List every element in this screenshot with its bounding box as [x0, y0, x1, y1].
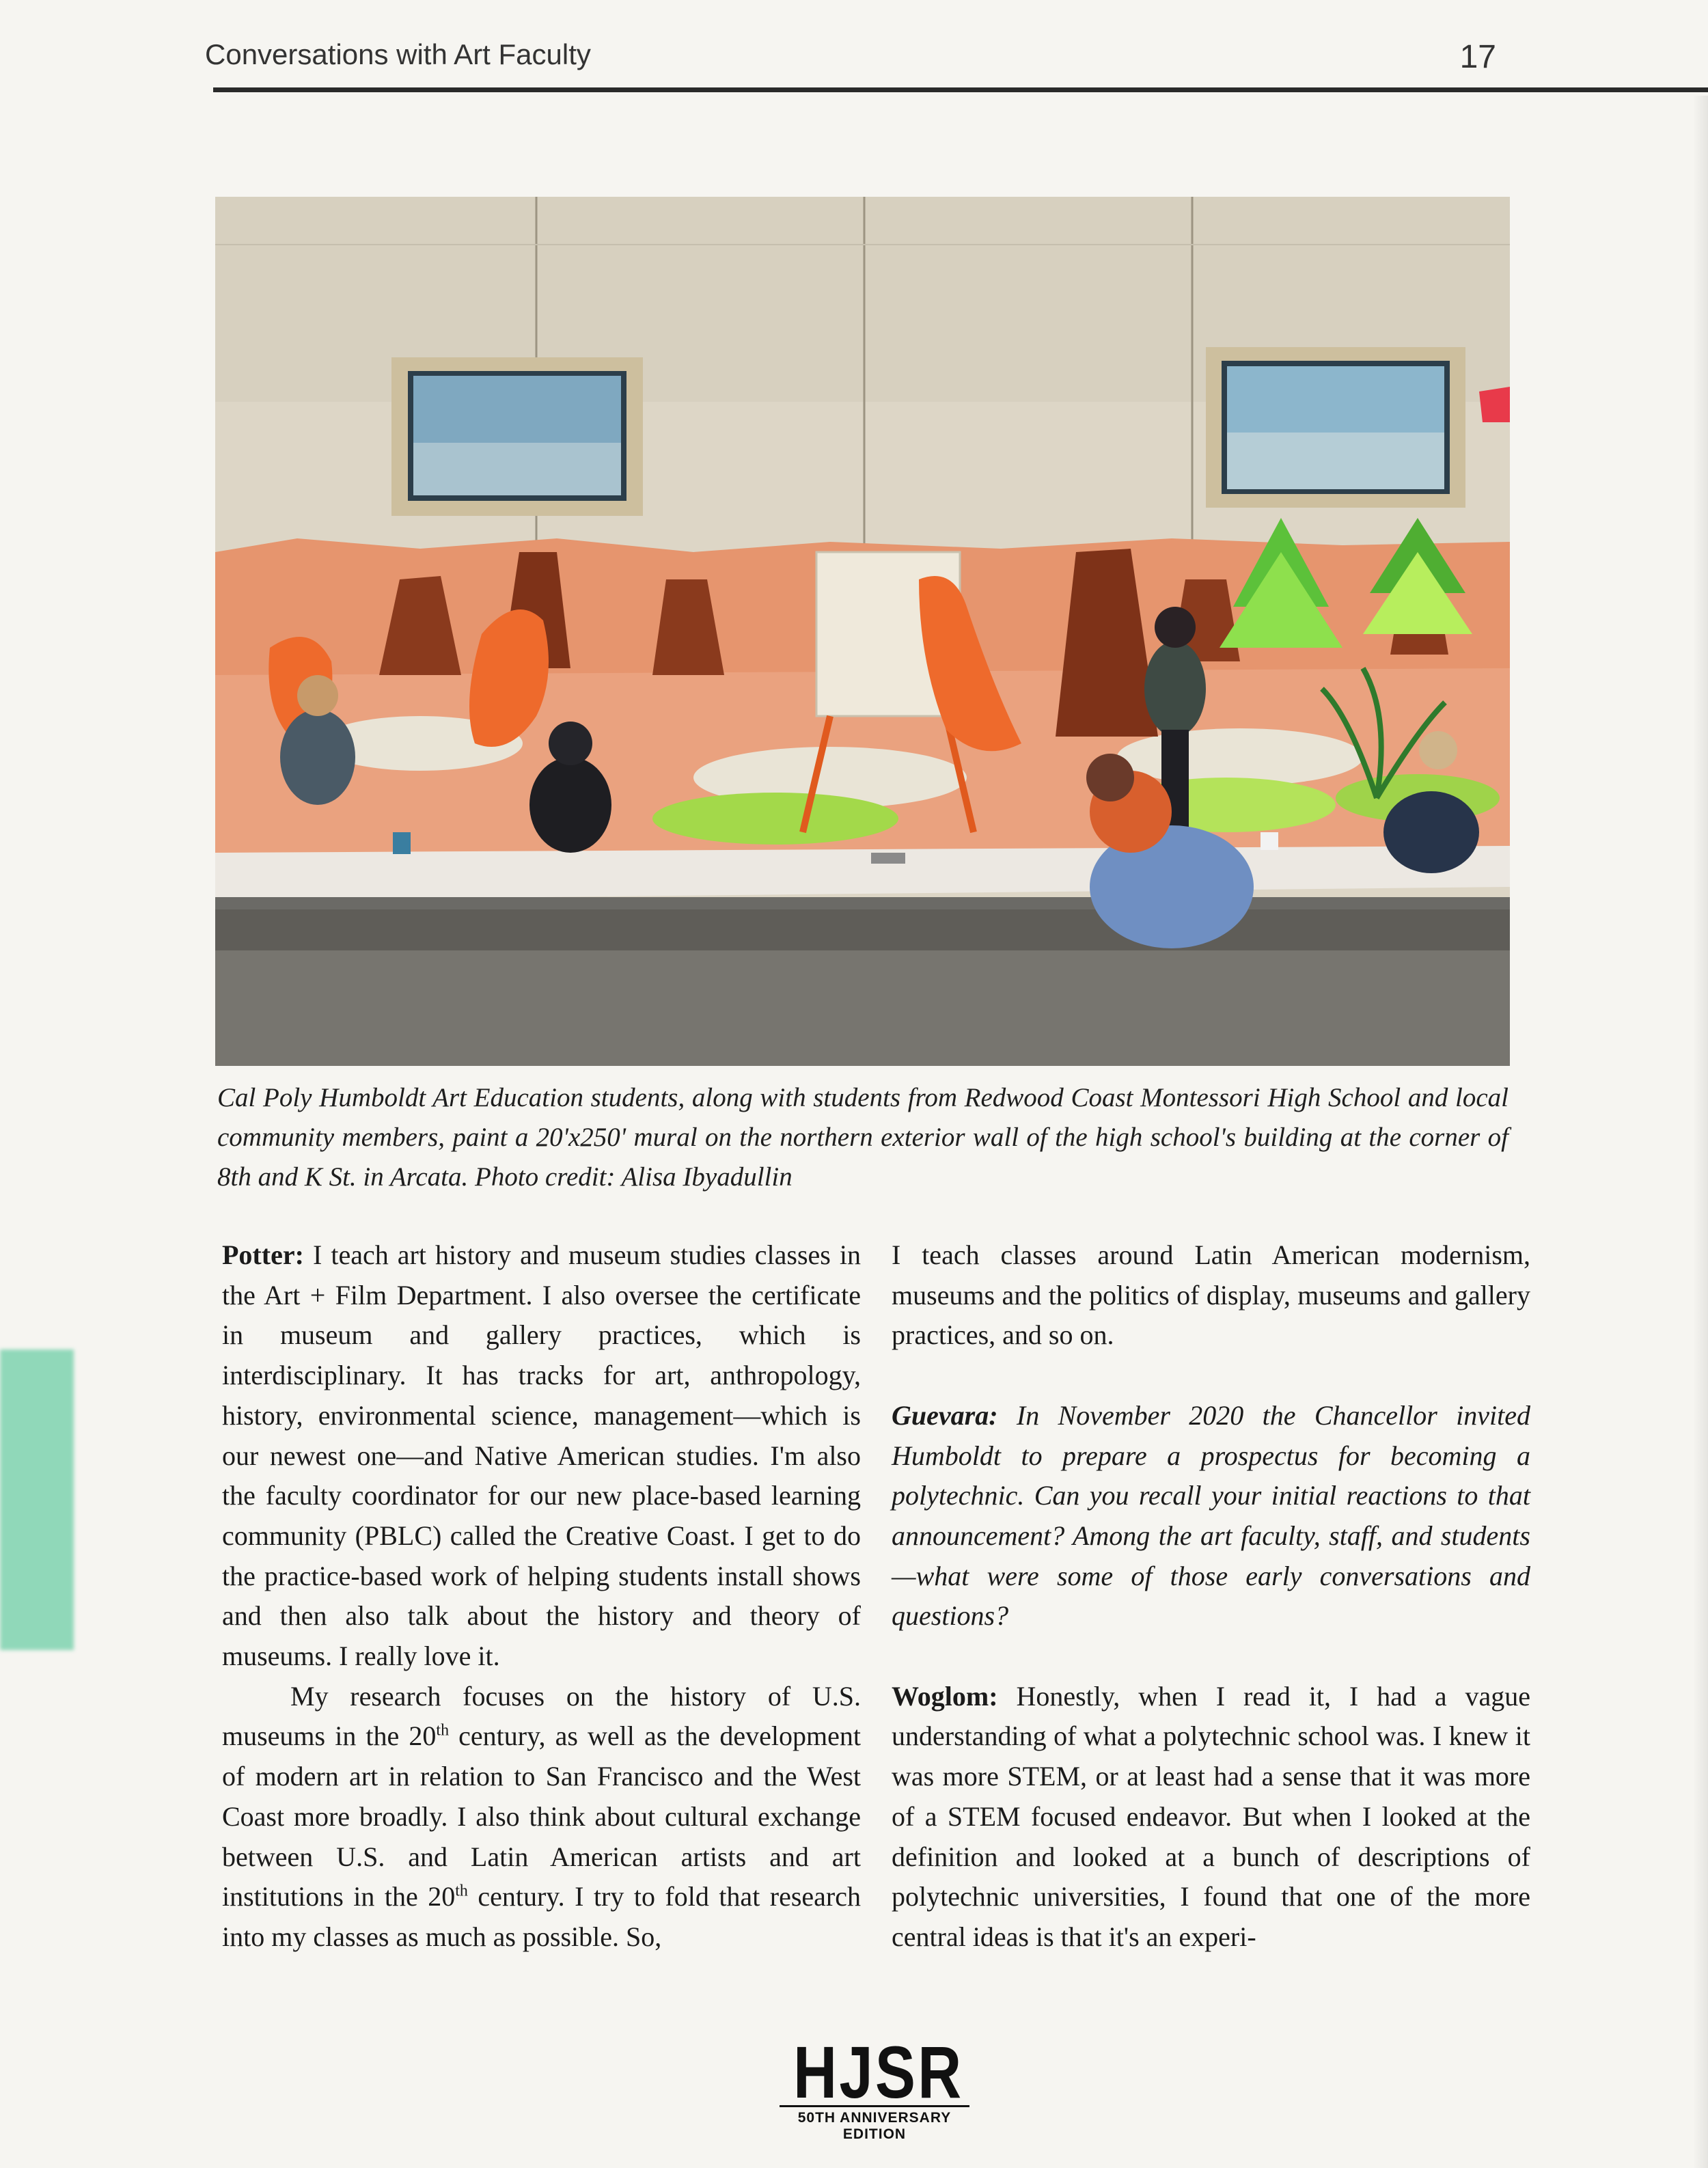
- paragraph-gap: [892, 1636, 1530, 1677]
- paragraph-text: I teach art history and museum studies classes in the Art + Film Department. I also oversee the certificate in museum and gallery practices, which is interdisciplinary. It has tracks for art, anthropology, history, environmental science, management—which is our newest one—and Native American studies. I'm also the faculty coordinator for our new place-based learning community (PBLC) called the Creative Coast. I get to do the practice-based work of helping students install shows and then also talk about the history and theory of museums. I really love it.: [222, 1239, 861, 1672]
- ordinal-suffix: th: [436, 1722, 450, 1740]
- ordinal-suffix: th: [455, 1882, 468, 1900]
- running-title: Conversations with Art Faculty: [205, 38, 591, 70]
- logo-mark: HJSR: [793, 2031, 964, 2113]
- header-rule: [213, 87, 1708, 92]
- answer-text: Honestly, when I read it, I had a vague understanding of what a polytechnic school was. I knew it was more STEM, or at least had a sense that it was more of a STEM focused endeavor. But when I looked at the definition and looked at a bunch of descriptions of polytechnic universities, I found that one of the more central ideas is that it's an experi-: [892, 1680, 1531, 1952]
- page-edge-shadow: [1693, 96, 1708, 2168]
- speaker-label: Woglom:: [892, 1680, 998, 1712]
- hjsr-logo: [775, 2031, 974, 2142]
- text-segment: century. I try to fold that research into my classes as much as possible. So,: [222, 1881, 861, 1952]
- answer-woglom: [892, 1677, 1530, 1958]
- running-header: [205, 38, 1496, 79]
- left-column: [222, 1235, 861, 1958]
- speaker-label: Potter:: [222, 1239, 304, 1270]
- paragraph-research: [222, 1677, 861, 1958]
- paragraph-continued: I teach classes around Latin American modernism, museums and the politics of display, museums and gallery practices, and so on.: [892, 1239, 1530, 1351]
- mural-photo: [215, 197, 1510, 1066]
- question-guevara: [892, 1396, 1530, 1636]
- photo-caption: Cal Poly Humboldt Art Education students, along with students from Redwood Coast Montessori High School and local community members, paint a 20'x250' mural on the northern exterior wall of the high school's building at the corner of 8th and K St. in Arcata. Photo credit: Alisa Ibyadullin: [217, 1083, 1509, 1192]
- page-number: 17: [1459, 39, 1496, 75]
- text-segment: My research focuses on the history of U.S. museums in the 20: [222, 1680, 861, 1752]
- right-column: [892, 1235, 1530, 1958]
- question-text: In November 2020 the Chancellor invited Humboldt to prepare a prospectus for becoming a polytechnic. Can you recall your initial reactions to that announcement? Among the art faculty, staff, and students—what were some of those early conversations and questions?: [892, 1399, 1530, 1632]
- edition-label: 50TH ANNIVERSARY EDITION: [780, 2105, 969, 2143]
- section-tab-marker: [0, 1349, 74, 1650]
- text-segment: century, as well as the development of modern art in relation to San Francisco and the West Coast more broadly. I also think about cultural exchange between U.S. and Latin American artists and art institutions in the 20: [222, 1720, 862, 1912]
- speaker-label: Guevara:: [892, 1399, 998, 1431]
- paragraph-potter-intro: [222, 1235, 861, 1677]
- paragraph-gap: [892, 1356, 1530, 1396]
